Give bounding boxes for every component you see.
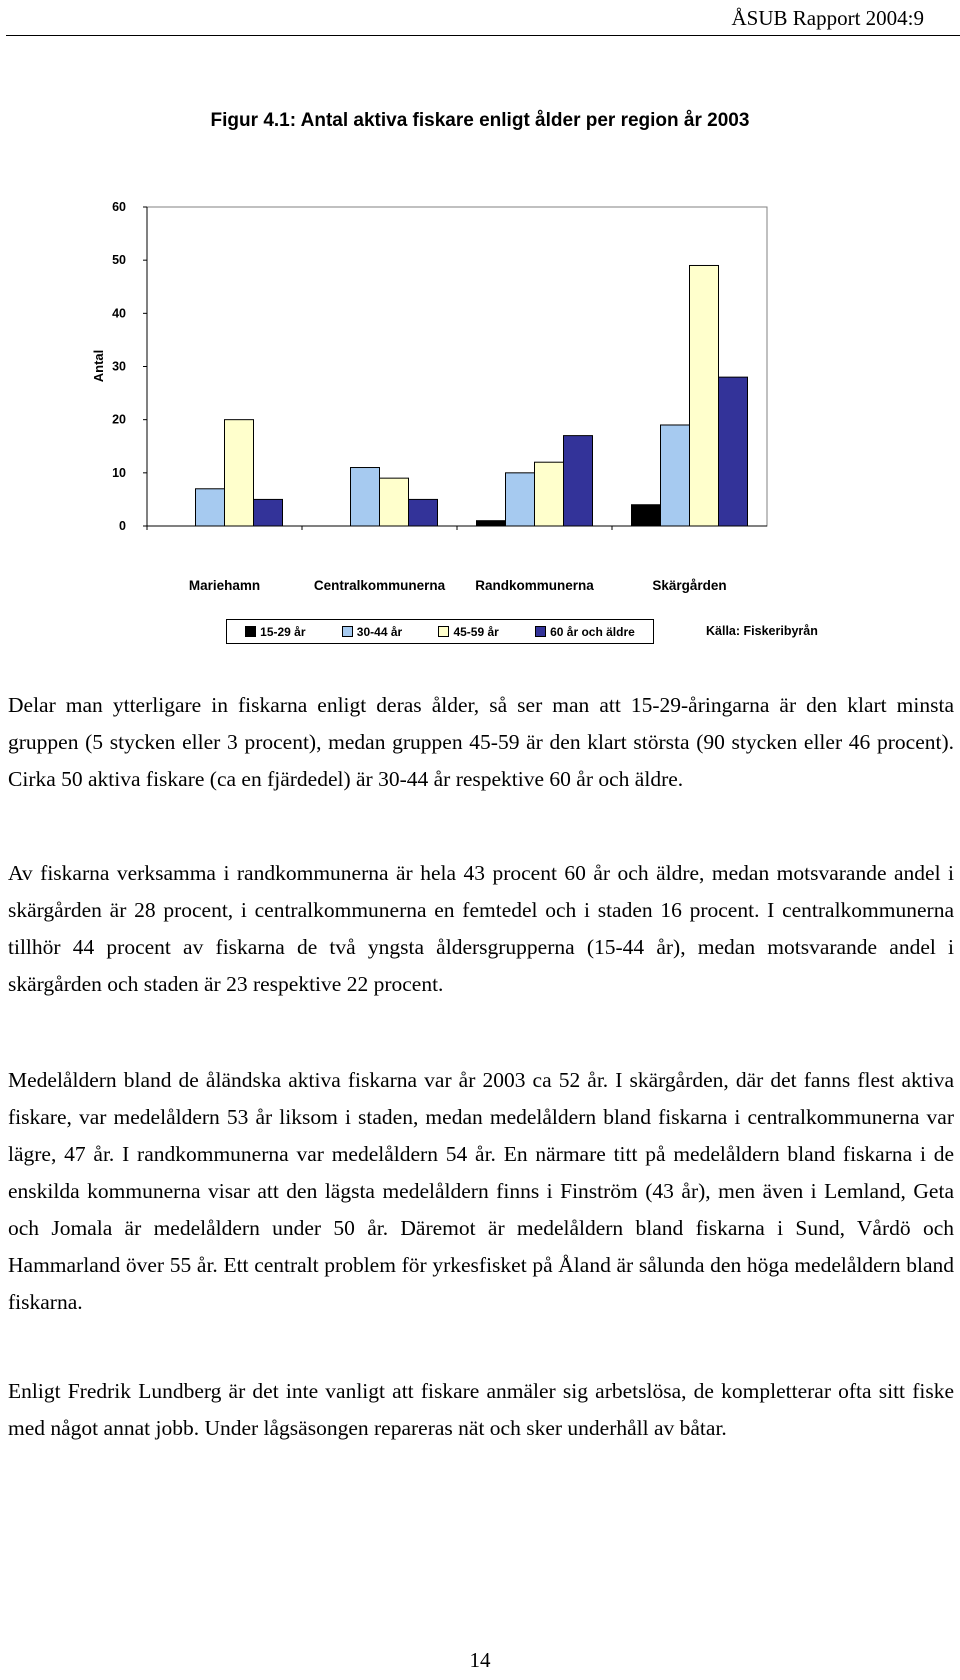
paragraph: Enligt Fredrik Lundberg är det inte vanligt att fiskare anmäler sig arbetslösa, de kompletterar ofta sitt fiske med något annat jobb. Under lågsäsongen repareras nät och sker underhåll av båtar.	[8, 1379, 954, 1440]
bar	[196, 489, 225, 526]
paragraph: Delar man ytterligare in fiskarna enligt deras ålder, så ser man att 15-29-åringarna är den klart minsta gruppen (5 stycken eller 3 procent), medan gruppen 45-59 är den klart största (90 stycken eller 46 procent). Cirka 50 aktiva fiskare (ca en fjärdedel) är 30-44 år respektive 60 år och äldre.	[8, 693, 954, 791]
bar	[690, 265, 719, 526]
chart-source: Källa: Fiskeribyrån	[706, 624, 818, 638]
page-number: 14	[469, 1648, 491, 1672]
y-tick-label: 60	[112, 200, 126, 214]
legend-label: 15-29 år	[260, 624, 306, 639]
legend-swatch-60-plus	[535, 626, 546, 637]
bar	[506, 473, 535, 526]
bar	[225, 420, 254, 526]
paragraph: Medelåldern bland de åländska aktiva fiskarna var år 2003 ca 52 år. I skärgården, där det fanns flest aktiva fiskare, var medelåldern 53 år liksom i staden, medan medelåldern bland fiskarna i centralkommunerna var lägre, 47 år. I randkommunerna var medelåldern 54 år. En närmare titt på medelåldern bland fiskarna i de enskilda kommunerna visar att den lägsta medelåldern finns i Finström (43 år), men även i Lemland, Geta och Jomala är medelåldern under 50 år. Däremot är medelåldern bland fiskarna i Sund, Vårdö och Hammarland över 55 år. Ett centralt problem för yrkesfisket på Åland är sålunda den höga medelåldern bland fiskarna.	[8, 1068, 954, 1314]
bar	[351, 468, 380, 526]
legend-swatch-30-44	[342, 626, 353, 637]
y-axis-title: Antal	[91, 349, 106, 383]
y-tick-label: 50	[112, 253, 126, 268]
legend-swatch-45-59	[438, 626, 449, 637]
legend-swatch-15-29	[245, 626, 256, 637]
bar	[535, 462, 564, 526]
bar	[661, 425, 690, 526]
legend-item	[245, 625, 305, 639]
running-header: ÅSUB Rapport 2004:9	[731, 6, 924, 30]
chart-legend	[226, 619, 654, 644]
legend-item	[535, 625, 635, 639]
x-tick-label: Centralkommunerna	[313, 578, 446, 593]
bar	[380, 478, 409, 526]
legend-label: 30-44 år	[356, 624, 403, 639]
y-tick-label: 10	[112, 465, 126, 480]
header-rule	[6, 35, 960, 36]
bar	[719, 377, 748, 526]
bar	[564, 436, 593, 526]
bar	[254, 499, 283, 526]
y-tick-label: 20	[112, 412, 126, 427]
legend-label: 45-59 år	[453, 624, 499, 639]
plot-area	[91, 200, 767, 593]
legend-item	[438, 625, 498, 639]
bar	[477, 521, 506, 526]
legend-label: 60 år och äldre	[550, 624, 635, 639]
x-tick-label: Mariehamn	[188, 578, 261, 593]
paragraph: Av fiskarna verksamma i randkommunerna är hela 43 procent 60 år och äldre, medan motsvarande andel i skärgården är 28 procent, i centralkommunerna en femtedel och i staden 16 procent. I centralkommunerna tillhör 44 procent av fiskarna de två yngsta åldersgrupperna (15-44 år), medan motsvarande andel i skärgården och staden är 23 respektive 22 procent.	[8, 861, 954, 996]
x-tick-label: Randkommunerna	[475, 578, 594, 593]
bar	[632, 505, 661, 526]
x-tick-label: Skärgården	[652, 578, 727, 593]
legend-item	[342, 625, 402, 639]
bar-chart	[0, 200, 960, 600]
y-tick-label: 0	[119, 519, 126, 533]
y-tick-label: 30	[112, 359, 126, 374]
bar	[409, 499, 438, 526]
y-tick-label: 40	[112, 306, 126, 321]
figure-title: Figur 4.1: Antal aktiva fiskare enligt ålder per region år 2003	[210, 110, 750, 131]
